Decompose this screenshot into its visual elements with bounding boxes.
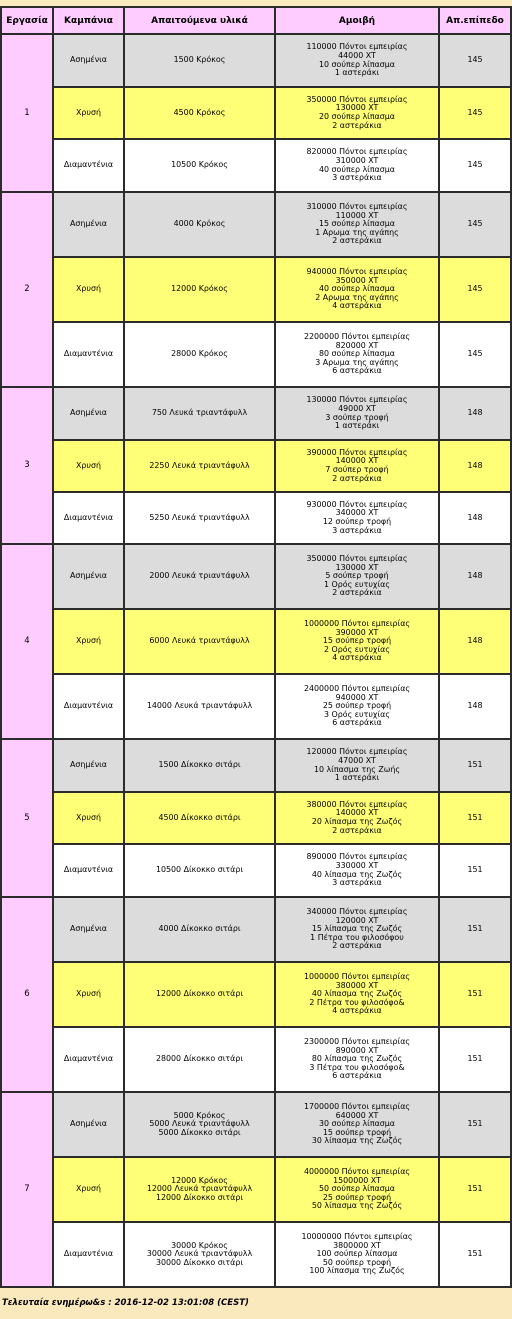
table-row — [2, 88, 510, 138]
reward-line: 340000 XT — [335, 508, 379, 518]
materials-cell — [125, 1158, 274, 1221]
reward-line: 310000 XT — [335, 155, 379, 165]
reward-cell — [276, 793, 438, 843]
reward-cell — [276, 88, 438, 138]
materials-cell — [125, 193, 274, 256]
reward-cell — [276, 963, 438, 1026]
reward-cell — [276, 140, 438, 191]
reward-line: 20 λίπασμα της Ζωζός — [311, 817, 403, 826]
reward-line: 350000 Πόντοι εμπειρίας — [306, 94, 408, 104]
reward-line: 350000 Πόντοι εμπειρίας — [306, 554, 408, 564]
table-row — [2, 140, 510, 191]
materials-cell — [125, 258, 274, 321]
reward-line: 330000 XT — [335, 860, 379, 870]
material-line: 30000 Λευκά τριαντάφυλλ — [146, 1249, 253, 1259]
campaign-cell: Χρυσή — [54, 610, 123, 673]
material-line: 12000 Κρόκος — [171, 284, 228, 294]
reward-line: 4 αστεράκια — [332, 301, 382, 311]
level-cell: 148 — [440, 493, 510, 543]
reward-line: 25 σούπερ τροφή — [322, 701, 392, 711]
reward-line: 47000 XT — [338, 755, 376, 765]
campaign-cell: Χρυσή — [54, 258, 123, 321]
reward-cell — [276, 388, 438, 439]
reward-line: 50 λίπασμα της Ζωζός — [311, 1201, 403, 1211]
task-number-cell: 4 — [2, 545, 52, 738]
reward-cell — [276, 1223, 438, 1286]
campaign-cell: Διαμαντένια — [54, 323, 123, 386]
reward-cell — [276, 610, 438, 673]
reward-line: 2200000 Πόντοι εμπειρίας — [303, 332, 411, 342]
reward-cell — [276, 1093, 438, 1156]
campaign-cell: Χρυσή — [54, 793, 123, 843]
materials-cell — [125, 963, 274, 1026]
task-number-cell: 1 — [2, 35, 52, 191]
materials-cell — [125, 388, 274, 439]
material-line: 2250 Λευκά τριαντάφυλλ — [149, 460, 250, 470]
table-row — [2, 1158, 510, 1221]
materials-cell — [125, 441, 274, 491]
table-row — [2, 193, 510, 256]
reward-cell — [276, 493, 438, 543]
reward-line: 1 αστεράκι — [334, 68, 380, 78]
table-row — [2, 388, 510, 439]
reward-line: 2 αστεράκια — [332, 236, 382, 246]
reward-line: 940000 XT — [335, 692, 379, 702]
table-row — [2, 793, 510, 843]
reward-line: 380000 XT — [335, 980, 379, 990]
reward-cell — [276, 675, 438, 738]
material-line: 750 Λευκά τριαντάφυλλ — [151, 408, 248, 418]
reward-cell — [276, 545, 438, 608]
reward-line: 30 λίπασμα της Ζωζός — [311, 1136, 403, 1146]
material-line: 4000 Δίκοκκο σιτάρι — [158, 924, 241, 934]
materials-cell — [125, 1028, 274, 1091]
campaign-cell: Διαμαντένια — [54, 140, 123, 191]
campaign-cell: Ασημένια — [54, 1093, 123, 1156]
campaign-cell: Χρυσή — [54, 963, 123, 1026]
reward-line: 4000000 Πόντοι εμπειρίας — [303, 1167, 411, 1177]
reward-line: 3 Πέτρα του φιλοσόφο& — [309, 1062, 405, 1072]
reward-line: 1000000 Πόντοι εμπειρίας — [303, 619, 411, 629]
materials-cell — [125, 493, 274, 543]
reward-line: 1 αστεράκι — [334, 421, 380, 431]
materials-cell — [125, 140, 274, 191]
task-number-cell: 2 — [2, 193, 52, 386]
reward-line: 50 σούπερ τροφή — [322, 1257, 392, 1267]
reward-line: 140000 XT — [335, 808, 379, 818]
campaign-cell: Χρυσή — [54, 441, 123, 491]
level-cell: 145 — [440, 88, 510, 138]
material-line: 4500 Δίκοκκο σιτάρι — [158, 812, 241, 822]
reward-line: 3800000 XT — [333, 1240, 381, 1250]
reward-line: 340000 Πόντοι εμπειρίας — [306, 907, 408, 917]
reward-line: 2300000 Πόντοι εμπειρίας — [303, 1037, 411, 1047]
materials-cell — [125, 1223, 274, 1286]
reward-cell — [276, 898, 438, 961]
table-row — [2, 1028, 510, 1091]
materials-cell — [125, 88, 274, 138]
reward-line: 820000 XT — [335, 340, 379, 350]
table-row — [2, 963, 510, 1026]
reward-line: 1500000 XT — [333, 1175, 381, 1185]
reward-line: 390000 XT — [335, 627, 379, 637]
material-line: 30000 Κρόκος — [171, 1240, 228, 1250]
reward-line: 2 αστεράκια — [332, 588, 382, 598]
header-campaign: Καμπάνια — [54, 8, 123, 33]
reward-line: 130000 XT — [335, 103, 379, 113]
material-line: 28000 Κρόκος — [171, 349, 228, 359]
task-number-cell: 5 — [2, 740, 52, 896]
level-cell: 151 — [440, 845, 510, 896]
reward-line: 2400000 Πόντοι εμπειρίας — [303, 684, 411, 694]
level-cell: 148 — [440, 610, 510, 673]
table-row — [2, 610, 510, 673]
reward-line: 1 Ορός ευτυχίας — [324, 579, 390, 589]
reward-line: 130000 Πόντοι εμπειρίας — [306, 395, 408, 405]
reward-line: 40 λίπασμα της Ζωζός — [311, 989, 403, 999]
reward-line: 1700000 Πόντοι εμπειρίας — [303, 1102, 411, 1112]
reward-line: 110000 XT — [335, 210, 379, 220]
campaign-cell: Διαμαντένια — [54, 675, 123, 738]
table-row — [2, 675, 510, 738]
header-reward: Αμοιβή — [276, 8, 438, 33]
reward-line: 4 αστεράκια — [332, 653, 382, 663]
header-materials: Απαιτούμενα υλικά — [125, 8, 274, 33]
reward-cell — [276, 258, 438, 321]
table-row — [2, 35, 510, 86]
reward-line: 40 σούπερ λίπασμα — [319, 284, 395, 294]
material-line: 12000 Κρόκος — [171, 1175, 228, 1185]
reward-line: 4 αστεράκια — [332, 1006, 382, 1016]
reward-cell — [276, 1028, 438, 1091]
reward-line: 6 αστεράκια — [332, 366, 382, 376]
reward-line: 40 λίπασμα της Ζωζός — [311, 869, 403, 879]
reward-line: 2 Αρωμα της αγάπης — [315, 292, 399, 302]
material-line: 5000 Λευκά τριαντάφυλλ — [149, 1119, 250, 1129]
campaign-cell: Διαμαντένια — [54, 1223, 123, 1286]
reward-line: 10 σούπερ λίπασμα — [319, 59, 395, 69]
reward-line: 890000 XT — [335, 1045, 379, 1055]
material-line: 5000 Κρόκος — [173, 1110, 226, 1120]
reward-line: 25 σούπερ τροφή — [322, 1192, 392, 1202]
material-line: 5250 Λευκά τριαντάφυλλ — [149, 512, 250, 522]
level-cell: 145 — [440, 35, 510, 86]
reward-line: 12 σούπερ τροφή — [322, 517, 392, 526]
level-cell: 145 — [440, 323, 510, 386]
level-cell: 148 — [440, 675, 510, 738]
campaign-cell: Διαμαντένια — [54, 493, 123, 543]
table-row — [2, 258, 510, 321]
reward-line: 3 αστεράκια — [332, 173, 382, 183]
reward-line: 350000 XT — [335, 275, 379, 285]
reward-line: 20 σούπερ λίπασμα — [319, 112, 395, 121]
reward-line: 380000 Πόντοι εμπειρίας — [306, 799, 408, 809]
level-cell: 145 — [440, 193, 510, 256]
reward-line: 15 σούπερ λίπασμα — [319, 219, 395, 229]
reward-line: 3 αστεράκια — [332, 525, 382, 535]
level-cell: 151 — [440, 740, 510, 791]
reward-line: 2 αστεράκια — [332, 941, 382, 951]
rewards-table — [0, 6, 512, 1288]
table-row — [2, 323, 510, 386]
material-line: 1500 Κρόκος — [173, 55, 226, 65]
reward-line: 1 Αρωμα της αγάπης — [315, 227, 399, 237]
reward-line: 2 Ορός ευτυχίας — [324, 644, 390, 654]
campaign-cell: Ασημένια — [54, 740, 123, 791]
campaign-cell: Ασημένια — [54, 898, 123, 961]
level-cell: 151 — [440, 898, 510, 961]
materials-cell — [125, 1093, 274, 1156]
task-number-cell: 6 — [2, 898, 52, 1091]
material-line: 1500 Δίκοκκο σιτάρι — [158, 760, 241, 770]
materials-cell — [125, 610, 274, 673]
materials-cell — [125, 545, 274, 608]
materials-cell — [125, 740, 274, 791]
reward-line: 120000 XT — [335, 915, 379, 925]
reward-line: 3 αστεράκια — [332, 878, 382, 888]
task-number-cell: 7 — [2, 1093, 52, 1286]
material-line: 12000 Δίκοκκο σιτάρι — [155, 989, 244, 999]
level-cell: 151 — [440, 963, 510, 1026]
reward-line: 640000 XT — [335, 1110, 379, 1120]
reward-cell — [276, 845, 438, 896]
reward-line: 10 λίπασμα της Ζωής — [313, 764, 401, 774]
reward-line: 120000 Πόντοι εμπειρίας — [306, 747, 408, 757]
task-number-cell: 3 — [2, 388, 52, 543]
material-line: 2000 Λευκά τριαντάφυλλ — [149, 571, 250, 581]
reward-line: 80 λίπασμα της Ζωζός — [311, 1054, 403, 1064]
reward-line: 890000 Πόντοι εμπειρίας — [306, 852, 408, 862]
header-level: Απ.επίπεδο — [440, 8, 510, 33]
reward-line: 140000 XT — [335, 456, 379, 466]
reward-line: 2 αστεράκια — [332, 825, 382, 835]
level-cell: 148 — [440, 388, 510, 439]
reward-line: 15 σούπερ τροφή — [322, 636, 392, 646]
campaign-cell: Ασημένια — [54, 193, 123, 256]
campaign-cell: Διαμαντένια — [54, 845, 123, 896]
reward-line: 1 Πέτρα του φιλοσόφου — [310, 932, 404, 942]
reward-line: 5 σούπερ τροφή — [325, 571, 389, 581]
level-cell: 151 — [440, 1093, 510, 1156]
reward-line: 100 λίπασμα της Ζωζός — [309, 1266, 405, 1276]
material-line: 12000 Δίκοκκο σιτάρι — [155, 1192, 244, 1202]
reward-line: 40 σούπερ λίπασμα — [319, 164, 395, 174]
reward-line: 2 Πέτρα του φιλοσόφο& — [309, 997, 405, 1007]
table-row — [2, 898, 510, 961]
table-row — [2, 441, 510, 491]
reward-line: 44000 XT — [338, 50, 376, 60]
reward-line: 10000000 Πόντοι εμπειρίας — [301, 1232, 413, 1242]
reward-line: 15 λίπασμα της Ζωζός — [311, 924, 403, 934]
reward-line: 49000 XT — [338, 403, 376, 413]
level-cell: 151 — [440, 793, 510, 843]
reward-line: 7 σούπερ τροφή — [325, 465, 389, 474]
reward-line: 310000 Πόντοι εμπειρίας — [306, 202, 408, 212]
materials-cell — [125, 845, 274, 896]
level-cell: 145 — [440, 258, 510, 321]
campaign-cell: Χρυσή — [54, 1158, 123, 1221]
reward-line: 130000 XT — [335, 562, 379, 572]
reward-line: 50 σούπερ λίπασμα — [319, 1184, 395, 1194]
materials-cell — [125, 793, 274, 843]
table-row — [2, 740, 510, 791]
reward-line: 15 σούπερ τροφή — [322, 1127, 392, 1137]
last-updated-text: Τελευταία ενημέρω&s : 2016-12-02 13:01:08 (CEST) — [2, 1298, 249, 1308]
table-row — [2, 1223, 510, 1286]
reward-line: 3 Ορός ευτυχίας — [324, 709, 390, 719]
reward-line: 3 Αρωμα της αγάπης — [315, 357, 399, 367]
reward-line: 390000 Πόντοι εμπειρίας — [306, 447, 408, 457]
campaign-cell: Ασημένια — [54, 388, 123, 439]
level-cell: 151 — [440, 1223, 510, 1286]
reward-line: 930000 Πόντοι εμπειρίας — [306, 499, 408, 509]
reward-line: 100 σούπερ λίπασμα — [316, 1249, 398, 1259]
reward-line: 110000 Πόντοι εμπειρίας — [306, 42, 408, 52]
material-line: 12000 Λευκά τριαντάφυλλ — [146, 1184, 253, 1194]
level-cell: 148 — [440, 441, 510, 491]
material-line: 4500 Κρόκος — [173, 107, 226, 117]
campaign-cell: Ασημένια — [54, 35, 123, 86]
material-line: 10500 Κρόκος — [171, 160, 228, 170]
level-cell: 148 — [440, 545, 510, 608]
reward-line: 3 σούπερ τροφή — [325, 412, 389, 422]
reward-line: 6 αστεράκια — [332, 718, 382, 728]
material-line: 28000 Δίκοκκο σιτάρι — [155, 1054, 244, 1064]
reward-cell — [276, 1158, 438, 1221]
materials-cell — [125, 323, 274, 386]
reward-line: 820000 Πόντοι εμπειρίας — [306, 147, 408, 157]
materials-cell — [125, 675, 274, 738]
material-line: 10500 Δίκοκκο σιτάρι — [155, 865, 244, 875]
level-cell: 151 — [440, 1028, 510, 1091]
campaign-cell: Ασημένια — [54, 545, 123, 608]
reward-line: 30 σούπερ λίπασμα — [319, 1119, 395, 1129]
material-line: 6000 Λευκά τριαντάφυλλ — [149, 636, 250, 646]
table-row — [2, 545, 510, 608]
table-row — [2, 1093, 510, 1156]
table-row — [2, 493, 510, 543]
material-line: 14000 Λευκά τριαντάφυλλ — [146, 701, 253, 711]
materials-cell — [125, 35, 274, 86]
material-line: 4000 Κρόκος — [173, 219, 226, 229]
reward-line: 2 αστεράκια — [332, 120, 382, 130]
reward-cell — [276, 193, 438, 256]
header-task: Εργασία — [2, 8, 52, 33]
reward-line: 2 αστεράκια — [332, 473, 382, 483]
reward-line: 940000 Πόντοι εμπειρίας — [306, 267, 408, 277]
campaign-cell: Διαμαντένια — [54, 1028, 123, 1091]
table-row — [2, 845, 510, 896]
reward-cell — [276, 740, 438, 791]
header-row — [2, 8, 510, 33]
material-line: 30000 Δίκοκκο σιτάρι — [155, 1257, 244, 1267]
campaign-cell: Χρυσή — [54, 88, 123, 138]
reward-cell — [276, 441, 438, 491]
materials-cell — [125, 898, 274, 961]
reward-line: 1 αστεράκι — [334, 773, 380, 783]
reward-line: 1000000 Πόντοι εμπειρίας — [303, 972, 411, 982]
level-cell: 151 — [440, 1158, 510, 1221]
level-cell: 145 — [440, 140, 510, 191]
reward-cell — [276, 323, 438, 386]
reward-cell — [276, 35, 438, 86]
reward-line: 80 σούπερ λίπασμα — [319, 349, 395, 359]
material-line: 5000 Δίκοκκο σιτάρι — [158, 1127, 241, 1137]
reward-line: 6 αστεράκια — [332, 1071, 382, 1081]
